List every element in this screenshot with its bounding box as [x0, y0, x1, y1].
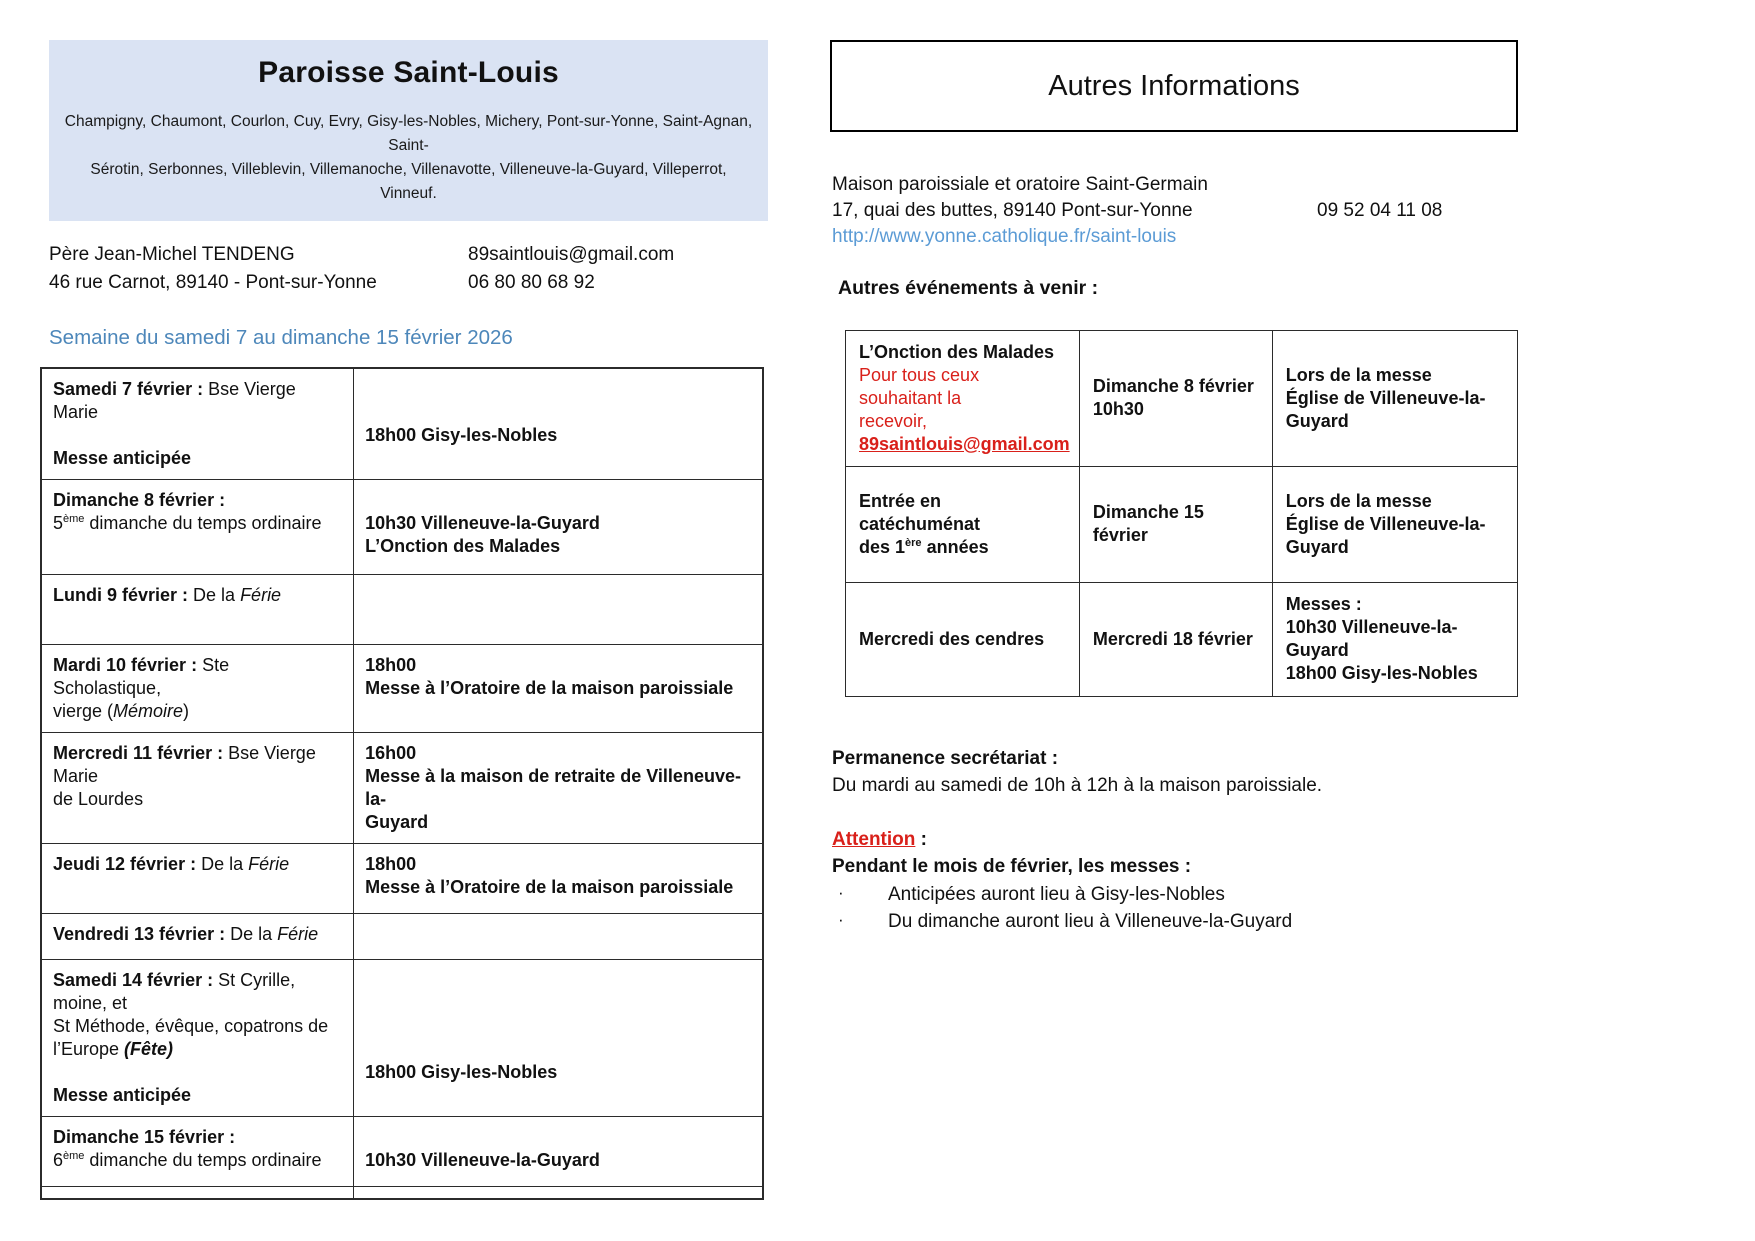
table-cell: [41, 1187, 354, 1199]
cell-line: [53, 1061, 342, 1084]
text-segment: Lundi 9 février :: [53, 585, 194, 606]
cell-line: [365, 811, 751, 834]
cell-line: [859, 341, 1066, 364]
right-column: [830, 40, 1530, 936]
cell-line: [53, 1038, 342, 1061]
text-segment: Samedi 14 février :: [53, 970, 219, 991]
attention-heading: [832, 826, 1530, 854]
table-row: [41, 368, 763, 480]
villages-list: [63, 110, 754, 206]
villages-line-2: Sérotin, Serbonnes, Villeblevin, Villemanoche, Villenavotte, Villeneuve-la-Guyard, Villeperrot, Vinneuf.: [90, 161, 727, 203]
table-cell: [354, 575, 763, 645]
priest-name: Père Jean-Michel TENDENG: [49, 244, 295, 266]
events-table-body: [846, 330, 1518, 696]
cell-line: [365, 1038, 751, 1061]
table-cell: [846, 330, 1080, 466]
text-segment: L’Onction des Malades: [365, 536, 561, 557]
attention-line: Pendant le mois de février, les messes :: [832, 856, 1192, 878]
text-segment: 10h30: [1092, 399, 1144, 420]
text-segment: 5: [53, 513, 64, 534]
cell-line: [859, 433, 1070, 456]
text-segment: ème: [63, 513, 85, 526]
text-segment: (Fête): [124, 1039, 174, 1060]
cell-line: [1286, 662, 1504, 685]
table-cell: [354, 645, 763, 733]
parish-title: Paroisse Saint-Louis: [258, 56, 559, 89]
left-column: [40, 40, 768, 1200]
cell-line: [859, 490, 1066, 536]
cell-line: [53, 853, 342, 876]
table-cell: [354, 1187, 763, 1199]
cell-line: [53, 607, 342, 630]
villages-line-1: Champigny, Chaumont, Courlon, Cuy, Evry, Gisy-les-Nobles, Michery, Pont-sur-Yonne, Saint-Agnan, Saint-: [64, 113, 753, 155]
table-cell: [41, 844, 354, 914]
cell-line: [1093, 501, 1259, 547]
text-segment: 18h00 Gisy-les-Nobles: [365, 425, 558, 446]
text-segment: Dimanche 8 février: [1092, 376, 1254, 397]
cell-line: [365, 401, 751, 424]
cell-line: [53, 424, 342, 447]
maison-address-line: [832, 198, 1530, 224]
cell-line: [365, 1149, 751, 1172]
secretariat-title: Permanence secrétariat :: [832, 747, 1059, 769]
table-cell: [1272, 466, 1517, 582]
text-segment: Mercredi 18 février: [1092, 628, 1253, 649]
cell-line: [1286, 513, 1504, 536]
table-row: [41, 575, 763, 645]
table-row: [41, 914, 763, 960]
text-segment: Messe à l’Oratoire de la maison paroissiale: [365, 877, 734, 898]
cell-line: [1093, 375, 1259, 398]
text-segment: Lors de la messe: [1285, 490, 1432, 511]
cell-line: [53, 378, 342, 424]
cell-line: [53, 1084, 342, 1107]
cell-line: [53, 788, 342, 811]
parish-contact-block: [49, 241, 768, 296]
table-cell: [846, 466, 1080, 582]
cell-line: [365, 584, 751, 607]
table-row: [41, 1187, 763, 1199]
bullet-text: Du dimanche auront lieu à Villeneuve-la-Guyard: [888, 911, 1293, 933]
text-segment: De la: [201, 854, 249, 875]
text-segment: ème: [63, 1150, 85, 1163]
maison-contact-block: [830, 172, 1530, 251]
table-cell: [1272, 330, 1517, 466]
text-segment: Église de Villeneuve-la-: [1285, 513, 1486, 534]
text-segment: Pour tous ceux souhaitant la: [859, 364, 980, 408]
text-segment: Dimanche 8 février :: [53, 490, 226, 511]
cell-line: [365, 512, 751, 535]
text-segment: de Lourdes: [53, 789, 144, 810]
cell-line: [859, 536, 1066, 559]
parish-email: 89saintlouis@gmail.com: [468, 244, 675, 266]
text-segment: dimanche du temps ordinaire: [84, 1150, 322, 1171]
bullet-icon: ·: [838, 882, 844, 902]
cell-line: [859, 364, 1066, 410]
text-segment: De la: [230, 924, 278, 945]
cell-line: [1286, 410, 1504, 433]
cell-line: [53, 584, 342, 607]
table-cell: [354, 733, 763, 844]
text-segment: Messe à l’Oratoire de la maison paroissiale: [365, 678, 734, 699]
text-segment: St Méthode, évêque, copatrons de: [53, 1016, 329, 1037]
cell-line: [365, 535, 751, 558]
text-segment: 16h00: [365, 743, 417, 764]
text-segment: Dimanche 15 février :: [53, 1127, 236, 1148]
text-segment: Guyard: [1285, 410, 1349, 431]
text-segment: De la: [193, 585, 241, 606]
text-segment: Samedi 7 février :: [53, 379, 209, 400]
maison-name: Maison paroissiale et oratoire Saint-Germain: [832, 174, 1208, 195]
table-row: [846, 466, 1518, 582]
parish-phone: 06 80 80 68 92: [468, 271, 595, 293]
parish-address: 46 rue Carnot, 89140 - Pont-sur-Yonne: [49, 271, 377, 293]
cell-line: [365, 424, 751, 447]
text-segment: Messe à la maison de retraite de Villeneuve-la-: [365, 766, 741, 810]
maison-address: 17, quai des buttes, 89140 Pont-sur-Yonne: [832, 200, 1193, 222]
cell-line: [365, 378, 751, 401]
cell-line: [365, 654, 751, 677]
parish-website-link[interactable]: http://www.yonne.catholique.fr/saint-louis: [832, 226, 1177, 248]
bullet-icon: ·: [838, 910, 844, 930]
table-row: [846, 330, 1518, 466]
text-segment: Mercredi 11 février :: [53, 743, 229, 764]
cell-line: [53, 700, 342, 723]
table-cell: [354, 960, 763, 1117]
text-segment: l’Europe: [53, 1039, 125, 1060]
events-heading: Autres événements à venir :: [838, 276, 1099, 299]
bullet-item: [832, 908, 1530, 936]
text-segment: Mémoire: [113, 701, 184, 722]
text-segment: 10h30 Villeneuve-la-Guyard: [1285, 617, 1458, 661]
schedule-table-body: [41, 368, 763, 1199]
text-segment: Vendredi 13 février :: [53, 924, 231, 945]
parish-header-box: [49, 40, 768, 221]
text-segment: 6: [53, 1150, 64, 1171]
table-cell: [41, 480, 354, 575]
table-cell: [1079, 330, 1272, 466]
text-segment: 10h30 Villeneuve-la-Guyard: [365, 513, 600, 534]
text-segment: recevoir,: [859, 410, 928, 431]
text-segment: Église de Villeneuve-la-: [1285, 387, 1486, 408]
attention-block: [830, 826, 1530, 936]
text-segment: Messe anticipée: [53, 448, 192, 469]
events-table: [845, 330, 1518, 697]
cell-line: [1093, 628, 1259, 651]
text-segment: Messe anticipée: [53, 1085, 192, 1106]
table-cell: [1079, 466, 1272, 582]
table-cell: [41, 575, 354, 645]
text-segment: Jeudi 12 février :: [53, 854, 202, 875]
table-cell: [41, 368, 354, 480]
cell-line: [859, 628, 1066, 651]
cell-line: [365, 923, 751, 946]
cell-line: [53, 489, 342, 512]
attention-colon: :: [915, 828, 927, 850]
table-cell: [41, 733, 354, 844]
cell-line: [859, 410, 1066, 433]
cell-line: [53, 654, 342, 700]
text-segment: L’Onction des Malades: [859, 341, 1055, 362]
text-segment: 18h00 Gisy-les-Nobles: [365, 1062, 558, 1083]
cell-line: [1286, 490, 1504, 513]
cell-line: [365, 853, 751, 876]
text-segment: Messes :: [1285, 594, 1362, 615]
cell-line: [53, 1015, 342, 1038]
schedule-table: [40, 367, 764, 1200]
text-segment: Guyard: [1285, 536, 1349, 557]
secretariat-text: Du mardi au samedi de 10h à 12h à la maison paroissiale.: [832, 775, 1323, 797]
other-info-title: Autres Informations: [1048, 69, 1300, 102]
cell-line: [53, 1149, 342, 1172]
cell-line: [53, 512, 342, 535]
table-row: [41, 960, 763, 1117]
text-segment: Lors de la messe: [1285, 364, 1432, 385]
text-segment: Entrée en catéchuménat: [859, 490, 981, 534]
table-row: [41, 645, 763, 733]
text-segment: 18h00 Gisy-les-Nobles: [1285, 663, 1478, 684]
text-segment: vierge (: [53, 701, 114, 722]
table-cell: [354, 480, 763, 575]
table-row: [41, 733, 763, 844]
text-segment: Guyard: [365, 812, 429, 833]
cell-line: [365, 1015, 751, 1038]
cell-line: [53, 969, 342, 1015]
text-segment: Bse Vierge Marie: [53, 379, 296, 423]
cell-line: [365, 969, 751, 992]
table-row: [846, 582, 1518, 696]
text-segment: ): [183, 701, 190, 722]
text-segment: Férie: [277, 924, 319, 945]
table-cell: [41, 960, 354, 1117]
cell-line: [365, 765, 751, 811]
cell-line: [1093, 398, 1259, 421]
table-cell: [1079, 582, 1272, 696]
secretariat-block: [830, 745, 1530, 800]
text-segment: Férie: [248, 854, 290, 875]
table-cell: [354, 368, 763, 480]
text-segment: 10h30 Villeneuve-la-Guyard: [365, 1150, 600, 1171]
text-segment: 18h00: [365, 655, 417, 676]
cell-line: [365, 489, 751, 512]
text-segment: St Cyrille, moine, et: [53, 970, 296, 1014]
text-segment: Mercredi des cendres: [859, 628, 1045, 649]
cell-line: [365, 677, 751, 700]
text-segment: Dimanche 15 février: [1092, 502, 1204, 546]
week-heading: Semaine du samedi 7 au dimanche 15 février 2026: [49, 326, 513, 350]
bullet-item: [832, 881, 1530, 909]
attention-label: Attention: [832, 828, 916, 850]
cell-line: [53, 447, 342, 470]
text-segment: ère: [905, 536, 922, 549]
table-row: [41, 480, 763, 575]
cell-line: [1286, 387, 1504, 410]
text-segment: dimanche du temps ordinaire: [84, 513, 322, 534]
cell-line: [53, 1126, 342, 1149]
cell-line: [365, 876, 751, 899]
table-cell: [41, 914, 354, 960]
text-segment: Bse Vierge Marie: [53, 743, 316, 787]
table-row: [41, 844, 763, 914]
text-segment: Ste Scholastique,: [53, 655, 230, 699]
table-cell: [846, 582, 1080, 696]
table-cell: [41, 1117, 354, 1187]
cell-line: [53, 742, 342, 788]
text-segment: 18h00: [365, 854, 417, 875]
table-cell: [354, 914, 763, 960]
text-segment: des 1: [859, 536, 906, 557]
text-segment: Mardi 10 février :: [53, 655, 203, 676]
cell-line: [365, 992, 751, 1015]
table-row: [41, 1117, 763, 1187]
cell-line: [365, 742, 751, 765]
cell-line: [365, 1061, 751, 1084]
cell-line: [53, 923, 342, 946]
bullet-text: Anticipées auront lieu à Gisy-les-Nobles: [888, 883, 1225, 905]
other-info-box: [830, 40, 1518, 132]
table-cell: [354, 844, 763, 914]
cell-line: [365, 1126, 751, 1149]
cell-line: [1286, 364, 1504, 387]
cell-line: [1286, 593, 1504, 616]
text-segment: Férie: [240, 585, 282, 606]
text-segment: années: [921, 536, 989, 557]
maison-phone: 09 52 04 11 08: [1317, 200, 1443, 222]
cell-line: [1286, 536, 1504, 559]
email-link[interactable]: 89saintlouis@gmail.com: [859, 433, 1070, 454]
table-cell: [1272, 582, 1517, 696]
table-cell: [354, 1117, 763, 1187]
table-cell: [41, 645, 354, 733]
cell-line: [1286, 616, 1504, 662]
